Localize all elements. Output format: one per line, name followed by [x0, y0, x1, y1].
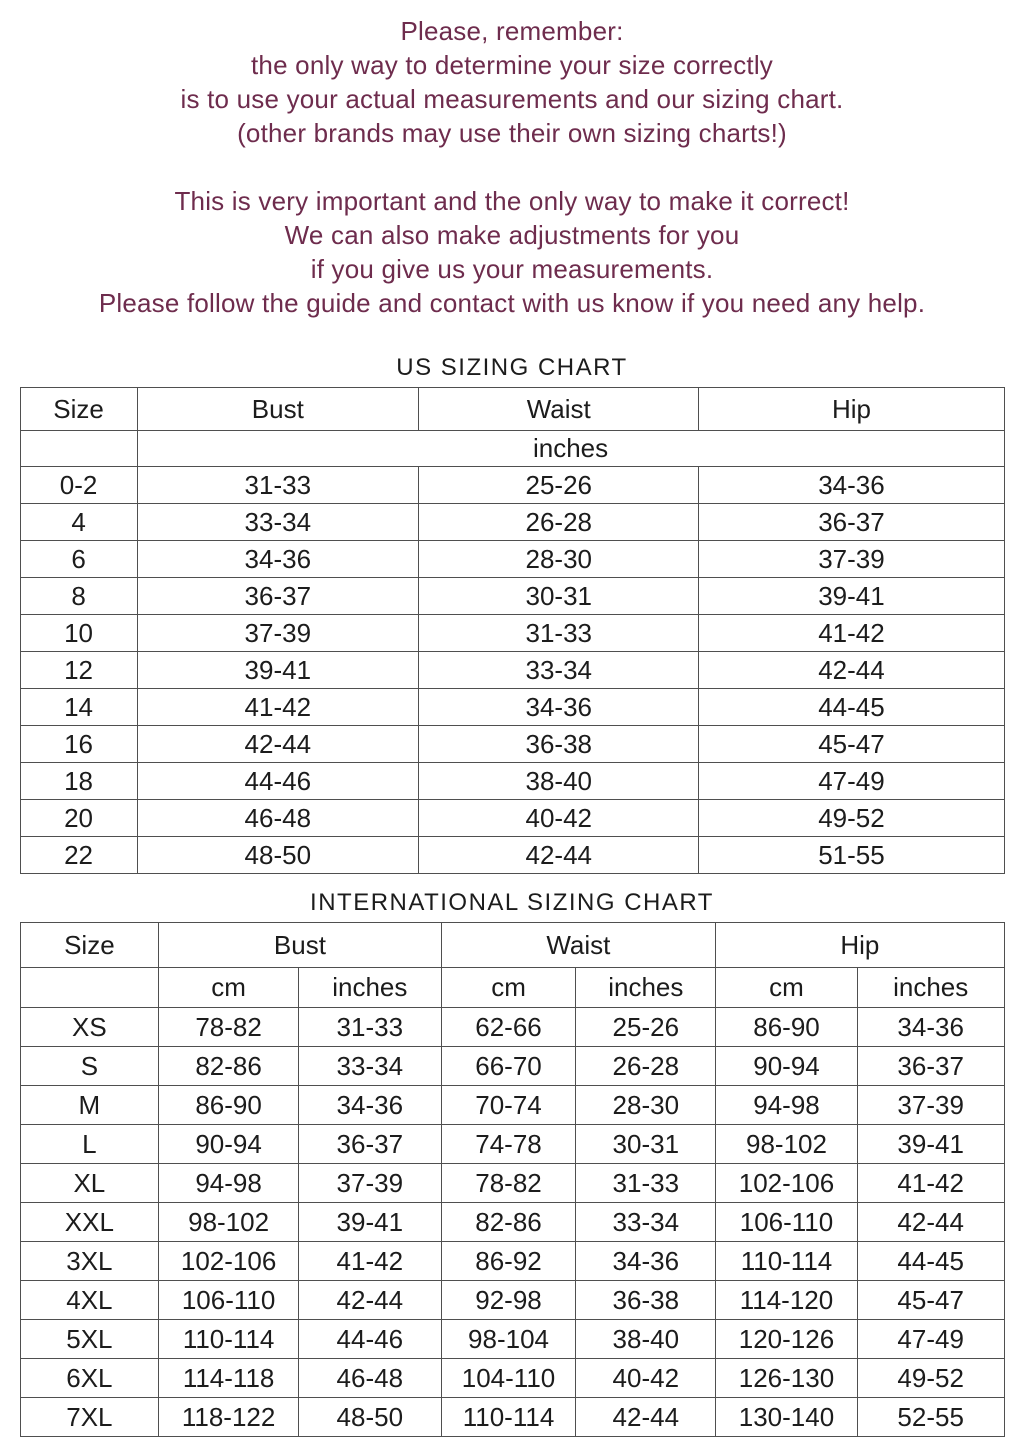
- size-cell: 14: [20, 689, 137, 726]
- intro-line: Please follow the guide and contact with us know if you need any help.: [98, 288, 926, 318]
- table-row: [20, 652, 1004, 689]
- size-cell: 5XL: [20, 1320, 159, 1359]
- size-cell: 6: [20, 541, 137, 578]
- measurement-cell: 41-42: [699, 615, 1004, 652]
- intl-header-row: [20, 923, 1004, 968]
- measurement-cell: 33-34: [137, 504, 418, 541]
- column-header-hip: Hip: [716, 923, 1004, 968]
- measurement-cell: 78-82: [441, 1164, 576, 1203]
- measurement-cell: 34-36: [137, 541, 418, 578]
- measurement-cell: 52-55: [857, 1398, 1004, 1437]
- size-cell: XL: [20, 1164, 159, 1203]
- table-row: [20, 1203, 1004, 1242]
- unit-label-hip-inches: inches: [857, 968, 1004, 1008]
- measurement-cell: 48-50: [298, 1398, 441, 1437]
- measurement-cell: 47-49: [699, 763, 1004, 800]
- measurement-cell: 39-41: [137, 652, 418, 689]
- measurement-cell: 44-46: [137, 763, 418, 800]
- table-row: [20, 541, 1004, 578]
- measurement-cell: 34-36: [419, 689, 699, 726]
- table-row: [20, 1125, 1004, 1164]
- measurement-cell: 42-44: [857, 1203, 1004, 1242]
- intro-line: is to use your actual measurements and our sizing chart.: [180, 84, 844, 114]
- measurement-cell: 102-106: [159, 1242, 299, 1281]
- measurement-cell: 26-28: [576, 1047, 716, 1086]
- empty-cell: [20, 968, 159, 1008]
- measurement-cell: 42-44: [419, 837, 699, 874]
- unit-label-waist-inches: inches: [576, 968, 716, 1008]
- measurement-cell: 94-98: [159, 1164, 299, 1203]
- size-cell: 0-2: [20, 467, 137, 504]
- measurement-cell: 86-90: [716, 1008, 858, 1047]
- intl-unit-row: [20, 968, 1004, 1008]
- measurement-cell: 30-31: [419, 578, 699, 615]
- table-row: [20, 615, 1004, 652]
- us-table-body: [20, 467, 1004, 874]
- measurement-cell: 41-42: [137, 689, 418, 726]
- size-cell: 3XL: [20, 1242, 159, 1281]
- column-header-size: Size: [20, 388, 137, 431]
- table-row: [20, 1086, 1004, 1125]
- measurement-cell: 40-42: [576, 1359, 716, 1398]
- measurement-cell: 110-114: [441, 1398, 576, 1437]
- measurement-cell: 25-26: [576, 1008, 716, 1047]
- measurement-cell: 49-52: [699, 800, 1004, 837]
- measurement-cell: 90-94: [716, 1047, 858, 1086]
- measurement-cell: 98-102: [159, 1203, 299, 1242]
- measurement-cell: 120-126: [716, 1320, 858, 1359]
- measurement-cell: 46-48: [137, 800, 418, 837]
- measurement-cell: 37-39: [857, 1086, 1004, 1125]
- measurement-cell: 30-31: [576, 1125, 716, 1164]
- measurement-cell: 44-46: [298, 1320, 441, 1359]
- size-cell: 20: [20, 800, 137, 837]
- measurement-cell: 39-41: [857, 1125, 1004, 1164]
- intl-chart-title: INTERNATIONAL SIZING CHART: [310, 889, 714, 916]
- table-row: [20, 1008, 1004, 1047]
- measurement-cell: 106-110: [716, 1203, 858, 1242]
- measurement-cell: 38-40: [419, 763, 699, 800]
- column-header-bust: Bust: [137, 388, 418, 431]
- measurement-cell: 66-70: [441, 1047, 576, 1086]
- intro-line: Please, remember:: [400, 16, 624, 46]
- measurement-cell: 31-33: [576, 1164, 716, 1203]
- size-cell: 4: [20, 504, 137, 541]
- size-cell: 12: [20, 652, 137, 689]
- measurement-cell: 28-30: [576, 1086, 716, 1125]
- measurement-cell: 31-33: [298, 1008, 441, 1047]
- size-cell: XXL: [20, 1203, 159, 1242]
- measurement-cell: 42-44: [576, 1398, 716, 1437]
- measurement-cell: 47-49: [857, 1320, 1004, 1359]
- column-header-hip: Hip: [699, 388, 1004, 431]
- measurement-cell: 36-37: [857, 1047, 1004, 1086]
- measurement-cell: 102-106: [716, 1164, 858, 1203]
- table-row: [20, 837, 1004, 874]
- measurement-cell: 98-104: [441, 1320, 576, 1359]
- table-row: [20, 800, 1004, 837]
- measurement-cell: 49-52: [857, 1359, 1004, 1398]
- measurement-cell: 82-86: [159, 1047, 299, 1086]
- measurement-cell: 90-94: [159, 1125, 299, 1164]
- unit-label: inches: [137, 431, 1004, 467]
- unit-label-bust-inches: inches: [298, 968, 441, 1008]
- measurement-cell: 28-30: [419, 541, 699, 578]
- measurement-cell: 34-36: [298, 1086, 441, 1125]
- unit-label-hip-cm: cm: [716, 968, 858, 1008]
- size-cell: 22: [20, 837, 137, 874]
- size-cell: L: [20, 1125, 159, 1164]
- size-cell: 7XL: [20, 1398, 159, 1437]
- measurement-cell: 31-33: [137, 467, 418, 504]
- table-row: [20, 1164, 1004, 1203]
- us-header-row: [20, 388, 1004, 431]
- measurement-cell: 42-44: [699, 652, 1004, 689]
- measurement-cell: 41-42: [857, 1164, 1004, 1203]
- table-row: [20, 1047, 1004, 1086]
- unit-label-bust-cm: cm: [159, 968, 299, 1008]
- intl-sizing-table: [20, 922, 1005, 1437]
- column-header-waist: Waist: [441, 923, 716, 968]
- table-row: [20, 1281, 1004, 1320]
- table-row: [20, 1242, 1004, 1281]
- table-row: [20, 726, 1004, 763]
- us-chart-title: US SIZING CHART: [396, 354, 628, 381]
- size-cell: XS: [20, 1008, 159, 1047]
- size-cell: M: [20, 1086, 159, 1125]
- measurement-cell: 118-122: [159, 1398, 299, 1437]
- column-header-waist: Waist: [419, 388, 699, 431]
- measurement-cell: 48-50: [137, 837, 418, 874]
- table-row: [20, 578, 1004, 615]
- measurement-cell: 86-92: [441, 1242, 576, 1281]
- measurement-cell: 126-130: [716, 1359, 858, 1398]
- measurement-cell: 104-110: [441, 1359, 576, 1398]
- measurement-cell: 40-42: [419, 800, 699, 837]
- measurement-cell: 33-34: [298, 1047, 441, 1086]
- measurement-cell: 44-45: [857, 1242, 1004, 1281]
- measurement-cell: 42-44: [298, 1281, 441, 1320]
- column-header-bust: Bust: [159, 923, 441, 968]
- measurement-cell: 39-41: [699, 578, 1004, 615]
- size-cell: 16: [20, 726, 137, 763]
- table-row: [20, 689, 1004, 726]
- measurement-cell: 92-98: [441, 1281, 576, 1320]
- measurement-cell: 33-34: [576, 1203, 716, 1242]
- measurement-cell: 36-37: [137, 578, 418, 615]
- us-unit-row: [20, 431, 1004, 467]
- intro-block-1: [0, 14, 1024, 150]
- measurement-cell: 114-120: [716, 1281, 858, 1320]
- size-cell: 4XL: [20, 1281, 159, 1320]
- measurement-cell: 33-34: [419, 652, 699, 689]
- measurement-cell: 98-102: [716, 1125, 858, 1164]
- intro-line: This is very important and the only way to make it correct!: [174, 186, 850, 216]
- measurement-cell: 110-114: [716, 1242, 858, 1281]
- measurement-cell: 36-37: [298, 1125, 441, 1164]
- intro-line: (other brands may use their own sizing charts!): [237, 118, 787, 148]
- measurement-cell: 34-36: [699, 467, 1004, 504]
- table-row: [20, 504, 1004, 541]
- size-cell: 8: [20, 578, 137, 615]
- measurement-cell: 70-74: [441, 1086, 576, 1125]
- measurement-cell: 38-40: [576, 1320, 716, 1359]
- measurement-cell: 37-39: [137, 615, 418, 652]
- size-cell: 10: [20, 615, 137, 652]
- measurement-cell: 130-140: [716, 1398, 858, 1437]
- measurement-cell: 45-47: [857, 1281, 1004, 1320]
- measurement-cell: 44-45: [699, 689, 1004, 726]
- intro-line: We can also make adjustments for you: [284, 220, 740, 250]
- intro-line: if you give us your measurements.: [310, 254, 714, 284]
- table-row: [20, 467, 1004, 504]
- measurement-cell: 36-38: [576, 1281, 716, 1320]
- us-sizing-table: [20, 387, 1005, 874]
- size-cell: 18: [20, 763, 137, 800]
- table-row: [20, 1398, 1004, 1437]
- measurement-cell: 25-26: [419, 467, 699, 504]
- measurement-cell: 51-55: [699, 837, 1004, 874]
- measurement-cell: 62-66: [441, 1008, 576, 1047]
- measurement-cell: 114-118: [159, 1359, 299, 1398]
- measurement-cell: 82-86: [441, 1203, 576, 1242]
- empty-cell: [20, 431, 137, 467]
- size-cell: S: [20, 1047, 159, 1086]
- intro-block-2: [0, 184, 1024, 320]
- measurement-cell: 36-38: [419, 726, 699, 763]
- column-header-size: Size: [20, 923, 159, 968]
- intro-text: [0, 0, 1024, 320]
- measurement-cell: 42-44: [137, 726, 418, 763]
- measurement-cell: 78-82: [159, 1008, 299, 1047]
- measurement-cell: 36-37: [699, 504, 1004, 541]
- measurement-cell: 39-41: [298, 1203, 441, 1242]
- measurement-cell: 46-48: [298, 1359, 441, 1398]
- measurement-cell: 34-36: [576, 1242, 716, 1281]
- measurement-cell: 26-28: [419, 504, 699, 541]
- table-row: [20, 1320, 1004, 1359]
- measurement-cell: 37-39: [699, 541, 1004, 578]
- intro-line: the only way to determine your size correctly: [251, 50, 773, 80]
- table-row: [20, 763, 1004, 800]
- measurement-cell: 94-98: [716, 1086, 858, 1125]
- measurement-cell: 106-110: [159, 1281, 299, 1320]
- measurement-cell: 74-78: [441, 1125, 576, 1164]
- measurement-cell: 37-39: [298, 1164, 441, 1203]
- measurement-cell: 86-90: [159, 1086, 299, 1125]
- unit-label-waist-cm: cm: [441, 968, 576, 1008]
- size-cell: 6XL: [20, 1359, 159, 1398]
- measurement-cell: 110-114: [159, 1320, 299, 1359]
- measurement-cell: 31-33: [419, 615, 699, 652]
- measurement-cell: 41-42: [298, 1242, 441, 1281]
- table-row: [20, 1359, 1004, 1398]
- measurement-cell: 34-36: [857, 1008, 1004, 1047]
- intl-table-body: [20, 1008, 1004, 1437]
- measurement-cell: 45-47: [699, 726, 1004, 763]
